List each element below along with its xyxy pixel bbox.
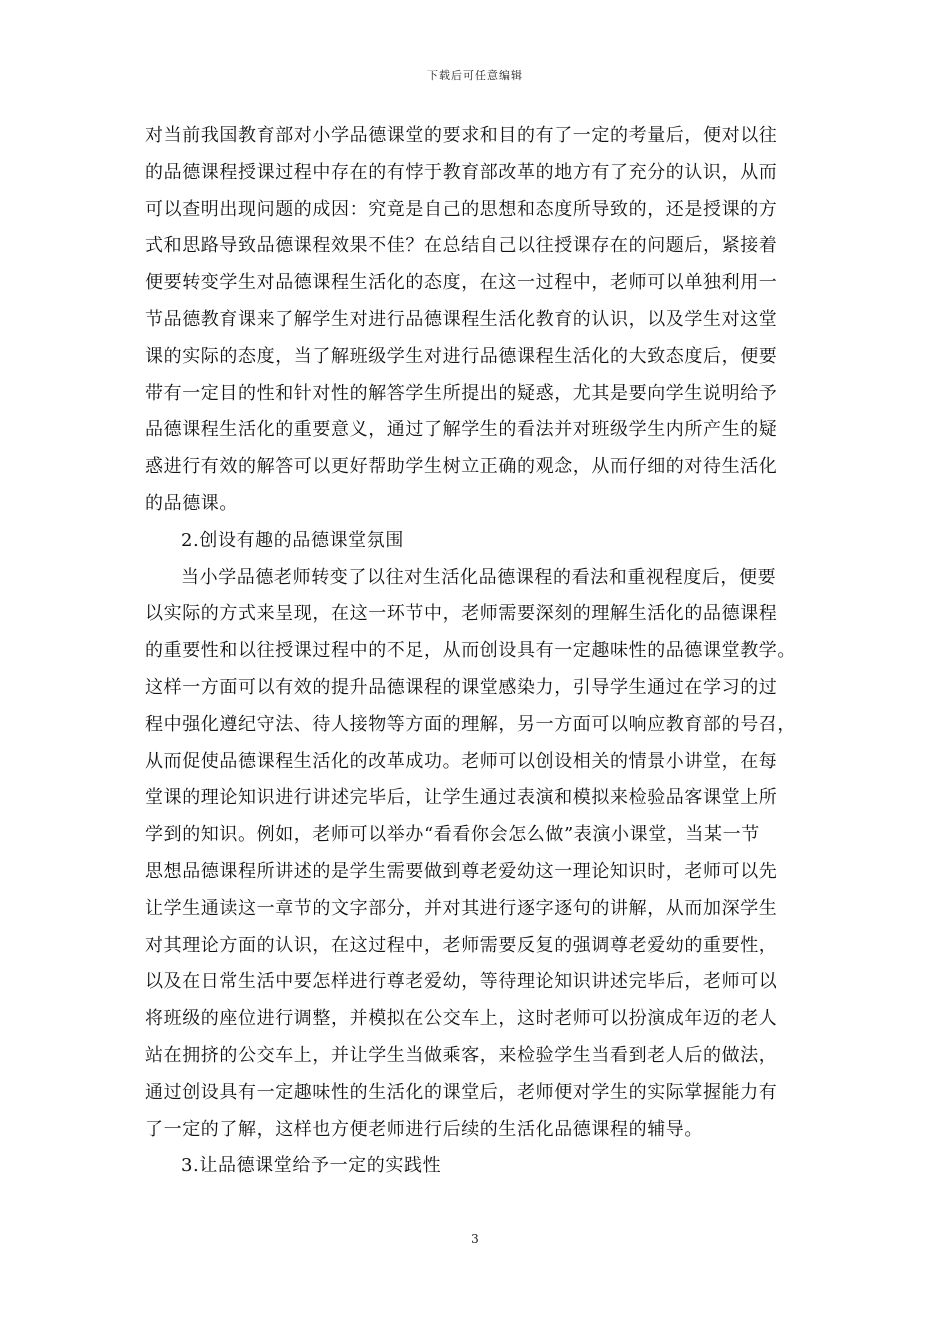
section-2-line-6: 从而促使品德课程生活化的改革成功。老师可以创设相关的情景小讲堂，在每 — [145, 750, 778, 772]
section-2-line-16: 了一定的了解，这样也方便老师进行后续的生活化品德课程的辅导。 — [145, 1118, 703, 1140]
section-2-line-8: 学到的知识。例如，老师可以举办“看看你会怎么做”表演小课堂，当某一节 — [145, 824, 760, 846]
paragraph-1-line-7: 课的实际的态度，当了解班级学生对进行品德课程生活化的大致态度后，便要 — [145, 345, 778, 367]
section-2-heading: 2.创设有趣的品德课堂氛围 — [181, 529, 404, 551]
paragraph-1-line-2: 的品德课程授课过程中存在的有悖于教育部改革的地方有了充分的认识，从而 — [145, 161, 778, 183]
paragraph-1-line-5: 便要转变学生对品德课程生活化的态度，在这一过程中，老师可以单独利用一 — [145, 272, 778, 294]
section-2-line-11: 对其理论方面的认识，在这过程中，老师需要反复的强调尊老爱幼的重要性， — [145, 934, 778, 956]
page-number: 3 — [471, 1232, 479, 1246]
paragraph-1-line-6: 节品德教育课来了解学生对进行品德课程生活化教育的认识，以及学生对这堂 — [145, 308, 778, 330]
section-2-line-10: 让学生通读这一章节的文字部分，并对其进行逐字逐句的讲解，从而加深学生 — [145, 897, 778, 919]
paragraph-1-line-4: 式和思路导致品德课程效果不佳？在总结自己以往授课存在的问题后，紧接着 — [145, 235, 778, 257]
section-2-line-7: 堂课的理论知识进行讲述完毕后，让学生通过表演和模拟来检验品客课堂上所 — [145, 787, 778, 809]
paragraph-1-line-8: 带有一定目的性和针对性的解答学生所提出的疑惑，尤其是要向学生说明给予 — [145, 382, 778, 404]
section-2-line-3: 的重要性和以往授课过程中的不足，从而创设具有一定趣味性的品德课堂教学。 — [145, 640, 796, 662]
document-body — [145, 118, 811, 1185]
section-3-heading: 3.让品德课堂给予一定的实践性 — [181, 1155, 442, 1177]
page-header: 下载后可任意编辑 — [427, 69, 523, 82]
paragraph-1-line-11: 的品德课。 — [145, 492, 238, 514]
paragraph-1-line-9: 品德课程生活化的重要意义，通过了解学生的看法并对班级学生内所产生的疑 — [145, 419, 778, 441]
section-2-line-5: 程中强化遵纪守法、待人接物等方面的理解，另一方面可以响应教育部的号召， — [145, 713, 796, 735]
section-2-line-9: 思想品德课程所讲述的是学生需要做到尊老爱幼这一理论知识时，老师可以先 — [145, 860, 778, 882]
paragraph-1-line-10: 惑进行有效的解答可以更好帮助学生树立正确的观念，从而仔细的对待生活化 — [145, 456, 778, 478]
section-2-line-15: 通过创设具有一定趣味性的生活化的课堂后，老师便对学生的实际掌握能力有 — [145, 1081, 778, 1103]
section-2-line-4: 这样一方面可以有效的提升品德课程的课堂感染力，引导学生通过在学习的过 — [145, 676, 778, 698]
section-2-line-13: 将班级的座位进行调整，并模拟在公交车上，这时老师可以扮演成年迈的老人 — [145, 1008, 778, 1030]
section-2-line-14: 站在拥挤的公交车上，并让学生当做乘客，来检验学生当看到老人后的做法， — [145, 1044, 778, 1066]
paragraph-1-line-3: 可以查明出现问题的成因：究竟是自己的思想和态度所导致的，还是授课的方 — [145, 198, 778, 220]
section-2-line-12: 以及在日常生活中要怎样进行尊老爱幼，等待理论知识讲述完毕后，老师可以 — [145, 971, 778, 993]
section-2-line-1: 当小学品德老师转变了以往对生活化品德课程的看法和重视程度后，便要 — [181, 566, 777, 588]
paragraph-1-line-1: 对当前我国教育部对小学品德课堂的要求和目的有了一定的考量后，便对以往 — [145, 125, 778, 146]
section-2-line-2: 以实际的方式来呈现，在这一环节中，老师需要深刻的理解生活化的品德课程 — [145, 603, 778, 625]
